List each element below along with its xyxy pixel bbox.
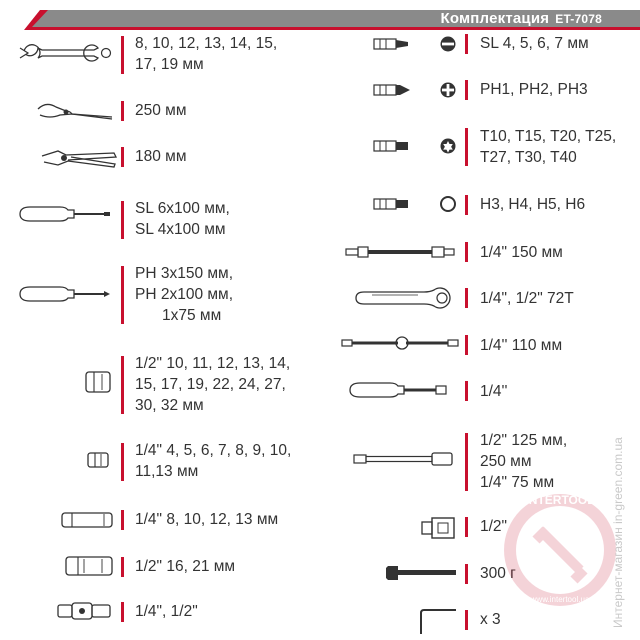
row-divider [465, 80, 468, 100]
hammer-icon [386, 561, 460, 583]
row-divider [465, 610, 468, 630]
row-divider [465, 242, 468, 262]
item-spec: T10, T15, T20, T25, T27, T30, T40 [480, 128, 617, 166]
item-spec: 300 г [480, 565, 516, 582]
row-divider [465, 34, 468, 54]
page-title [440, 10, 602, 27]
title-text: Комплектация [440, 10, 550, 27]
item-spec: 1/4'' 110 мм [480, 337, 563, 354]
row-divider [465, 517, 468, 537]
row-divider [121, 36, 124, 74]
item-spec: PH 3x150 мм, PH 2x100 мм, 1x75 мм [135, 265, 233, 324]
t-bar-handle-icon [340, 334, 462, 352]
phillips-screwdriver-icon [18, 284, 114, 304]
item-spec: H3, H4, H5, H6 [480, 196, 586, 213]
combination-wrench-icon [18, 42, 118, 64]
deep-socket-icon [60, 510, 116, 530]
row-divider [465, 128, 468, 166]
row-divider [465, 433, 468, 491]
row-divider [465, 381, 468, 401]
site-watermark [611, 378, 627, 628]
row-divider [121, 147, 124, 167]
logo-text: INTERTOOL [525, 493, 595, 507]
item-spec: 180 мм [135, 148, 187, 165]
slotted-bit-icon [372, 34, 462, 54]
universal-joint-icon [56, 600, 116, 622]
item-spec: SL 6x100 мм, SL 4x100 мм [135, 200, 230, 238]
water-pump-pliers-icon [36, 101, 116, 123]
row-divider [121, 510, 124, 530]
phillips-bit-icon [372, 80, 462, 100]
row-divider [465, 288, 468, 308]
adapter-icon [420, 516, 460, 540]
item-spec: x 3 [480, 611, 501, 628]
item-spec: PH1, PH2, PH3 [480, 81, 588, 98]
item-spec: 1/2" 125 мм, 250 мм 1/4" 75 мм [480, 432, 568, 491]
item-spec: 1/4", 1/2" 72T [480, 290, 574, 307]
row-divider [121, 101, 124, 121]
ratchet-icon [352, 286, 462, 310]
half-inch-socket-icon [84, 370, 114, 394]
item-spec: 1/2" [480, 518, 508, 535]
item-spec: SL 4, 5, 6, 7 мм [480, 35, 589, 52]
watermark-text: Интернет-магазин in-green.com.ua [611, 437, 625, 628]
row-divider [121, 266, 124, 324]
item-spec: 250 мм [135, 102, 187, 119]
quarter-inch-socket-icon [86, 450, 112, 470]
row-divider [465, 335, 468, 355]
logo-subtext: www.intertool.ua [530, 595, 590, 604]
row-divider [465, 195, 468, 215]
row-divider [121, 602, 124, 622]
row-divider [121, 557, 124, 577]
extension-bar-icon [352, 450, 462, 468]
combination-pliers-icon [40, 146, 118, 170]
item-spec: 1/4", 1/2" [135, 603, 198, 620]
item-spec: 1/4" 8, 10, 12, 13 мм [135, 511, 279, 528]
spinner-handle-icon [348, 380, 458, 400]
item-spec: 8, 10, 12, 13, 14, 15, 17, 19 мм [135, 35, 278, 73]
item-spec: 1/2" 16, 21 мм [135, 558, 236, 575]
hex-bit-icon [372, 194, 462, 214]
item-spec: 1/4'' [480, 383, 508, 400]
row-divider [465, 564, 468, 584]
flexible-extension-icon [344, 244, 460, 260]
item-spec: 1/4" 4, 5, 6, 7, 8, 9, 10, 11,13 мм [135, 442, 292, 480]
row-divider [121, 201, 124, 239]
item-spec: 1/4" 150 мм [480, 244, 563, 261]
row-divider [121, 356, 124, 414]
header-band [0, 8, 640, 30]
spark-plug-socket-icon [64, 555, 116, 577]
torx-bit-icon [372, 136, 462, 156]
item-spec: 1/2" 10, 11, 12, 13, 14, 15, 17, 19, 22, 24, 27, 30, 32 мм [135, 355, 291, 414]
slotted-screwdriver-icon [18, 204, 114, 224]
row-divider [121, 443, 124, 481]
model-number: ET-7078 [555, 12, 602, 26]
hex-key-icon [418, 608, 460, 636]
